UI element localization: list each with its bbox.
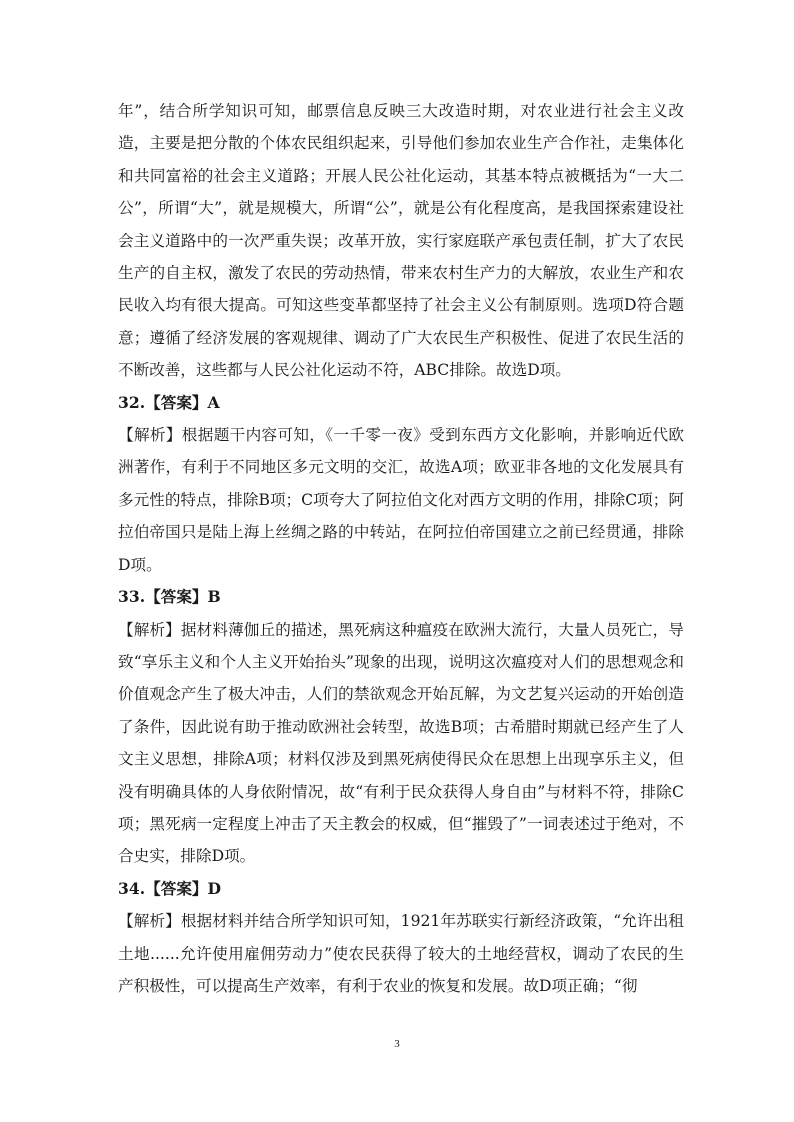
question-33-answer-heading (118, 581, 684, 613)
question-34-answer-heading (118, 873, 684, 905)
answer-label: 【答案】 (145, 878, 208, 898)
answer-label: 【答案】 (145, 587, 208, 607)
page-number: 3 (394, 1038, 400, 1050)
answer-value: B (207, 587, 221, 607)
page-content (118, 95, 684, 1002)
analysis-text: 根据题干内容可知，《一千零一夜》受到东西方文化影响，并影响近代欧洲著作，有利于不同地区多元文明的交汇，故选A项；欧亚非各地的文化发展具有多元性的特点，排除B项；C项夸大了阿拉伯文化对西方文明的作用，排除C项；阿拉伯帝国只是陆上海上丝绸之路的中转站，在阿拉伯帝国建立之前已经贯通，排除D项。 (118, 426, 684, 574)
answer-value: A (207, 392, 220, 412)
question-32-answer-heading (118, 387, 684, 419)
answer-value: D (207, 878, 222, 898)
answer-label: 【答案】 (145, 392, 208, 412)
analysis-label: 【解析】 (118, 426, 182, 445)
question-number: 33. (118, 587, 146, 607)
analysis-text: 据材料薄伽丘的描述，黑死病这种瘟疫在欧洲大流行，大量人员死亡，导致“享乐主义和个人主义开始抬头”现象的出现，说明这次瘟疫对人们的思想观念和价值观念产生了极大冲击，人们的禁欲观念开始瓦解，为文艺复兴运动的开始创造了条件，因此说有助于推动欧洲社会转型，故选B项；古希腊时期就已经产生了人文主义思想，排除A项；材料仅涉及到黑死病使得民众在思想上出现享乐主义，但没有明确具体的人身依附情况，故“有利于民众获得人身自由”与材料不符，排除C项；黑死病一定程度上冲击了天主教会的权威，但“摧毁了”一词表述过于绝对，不合史实，排除D项。 (118, 620, 684, 866)
question-32-analysis (118, 419, 684, 581)
analysis-label: 【解析】 (118, 912, 181, 931)
question-number: 32. (118, 392, 146, 412)
intro-paragraph: 年”，结合所学知识可知，邮票信息反映三大改造时期，对农业进行社会主义改造，主要是把分散的个体农民组织起来，引导他们参加农业生产合作社，走集体化和共同富裕的社会主义道路；开展人民公社化运动，其基本特点被概括为“一大二公”，所谓“大”，就是规模大，所谓“公”，就是公有化程度高，是我国探索建设社会主义道路中的一次严重失误；改革开放，实行家庭联产承包责任制，扩大了农民生产的自主权，激发了农民的劳动热情，带来农村生产力的大解放，农业生产和农民收入均有很大提高。可知这些变革都坚持了社会主义公有制原则。选项D符合题意；遵循了经济发展的客观规律、调动了广大农民生产积极性、促进了农民生活的不断改善，这些都与人民公社化运动不符，ABC排除。故选D项。 (118, 102, 684, 380)
question-34-analysis (118, 905, 684, 1002)
analysis-label: 【解析】 (118, 620, 181, 639)
question-33-analysis (118, 614, 684, 873)
question-number: 34. (118, 878, 146, 898)
analysis-text: 根据材料并结合所学知识可知，1921年苏联实行新经济政策，“允许出租土地......允许使用雇佣劳动力”使农民获得了较大的土地经营权，调动了农民的生产积极性，可以提高生产效率，有利于农业的恢复和发展。故D项正确；“彻 (118, 912, 684, 995)
